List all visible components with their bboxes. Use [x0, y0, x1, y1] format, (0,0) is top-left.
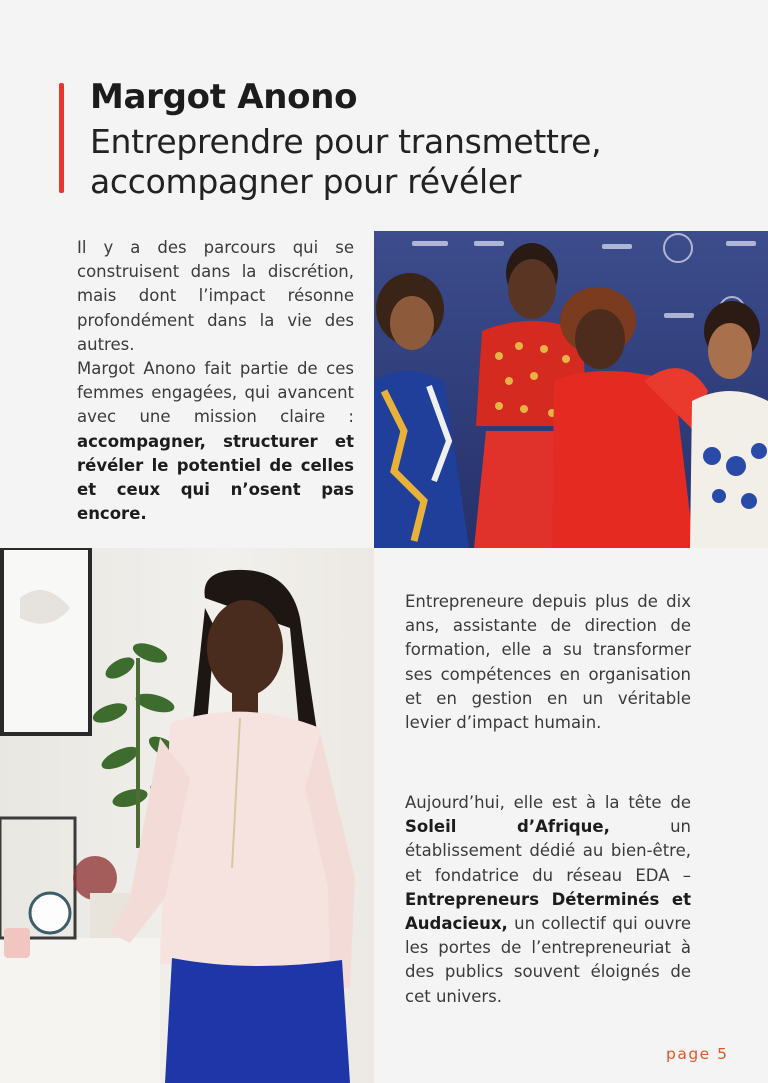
title-accent-bar [59, 83, 64, 193]
mission-text: Margot Anono fait partie de ces femmes engagées, qui avancent avec une mission claire : [77, 359, 354, 427]
portrait-photo-illustration [0, 548, 374, 1083]
subtitle-line-1: Entreprendre pour transmettre, [90, 122, 602, 161]
today-text-c: un collectif qui ouvre les portes de l’entrepreneuriat à des publics souvent éloignés de cet univers. [405, 914, 691, 1006]
mission-bold: accompagner, structurer et révéler le potentiel de celles et ceux qui n’osent pas encore. [77, 431, 354, 524]
group-photo [374, 231, 768, 548]
portrait-photo [0, 548, 374, 1083]
eda-network-name: Entrepreneurs Déterminés et Audacieux, [405, 889, 691, 934]
group-photo-illustration [374, 231, 768, 548]
article-name: Margot Anono [90, 77, 358, 117]
page-number: page 5 [666, 1045, 729, 1063]
soleil-afrique-name: Soleil d’Afrique, [405, 817, 610, 837]
mission-sentence [77, 357, 354, 526]
career-paragraph: Entrepreneure depuis plus de dix ans, assistante de direction de formation, elle a su transformer ses compétences en organisation et en gestion en un véritable levier d’impact humain. [405, 592, 691, 733]
intro-paragraph [77, 236, 354, 526]
today-text-b: un établissement dédié au bien-être, et fondatrice du réseau EDA – [405, 817, 691, 885]
article-subtitle [90, 122, 710, 202]
today-text-a: Aujourd’hui, elle est à la tête de [405, 793, 691, 812]
intro-sentence: Il y a des parcours qui se construisent dans la discrétion, mais dont l’impact résonne profondément dans la vie des autres. [77, 238, 354, 354]
article-heading [90, 76, 710, 202]
today-paragraph [405, 791, 691, 1009]
subtitle-line-2: accompagner pour révéler [90, 162, 522, 201]
